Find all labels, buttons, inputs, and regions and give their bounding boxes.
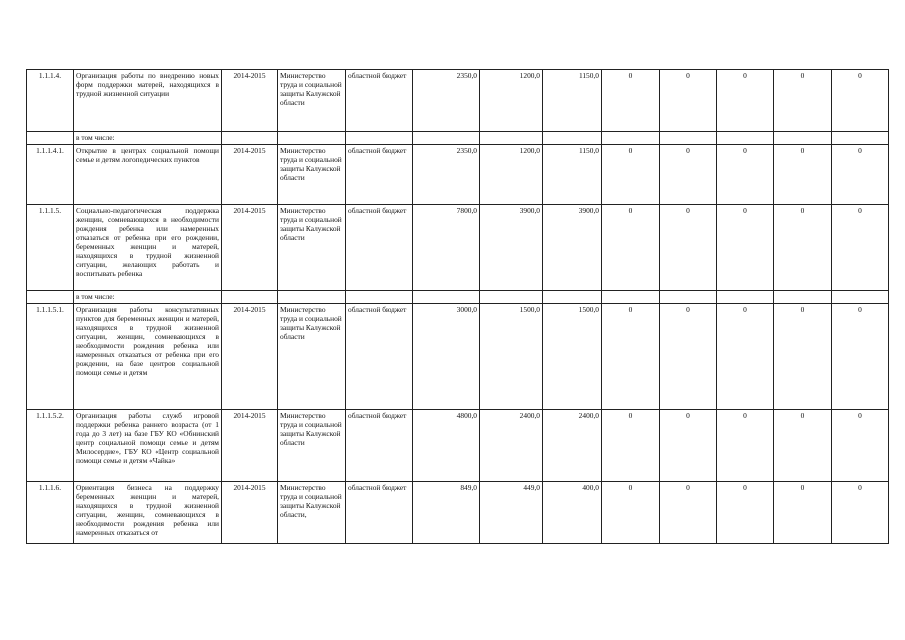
executor: Министерство труда и социальной защиты Калужской области, (278, 482, 346, 544)
total-amount: 4800,0 (413, 410, 480, 482)
amount-2016: 0 (602, 70, 660, 132)
empty-cell (346, 132, 413, 145)
amount-2015: 3900,0 (543, 205, 602, 291)
executor: Министерство труда и социальной защиты Калужской области (278, 70, 346, 132)
period: 2014-2015 (222, 304, 278, 410)
amount-2018: 0 (717, 145, 774, 205)
funding-source: областной бюджет (346, 304, 413, 410)
amount-2015: 400,0 (543, 482, 602, 544)
executor: Министерство труда и социальной защиты Калужской области (278, 145, 346, 205)
amount-2017: 0 (660, 410, 717, 482)
activity-description: Организация работы по внедрению новых форм поддержки матерей, находящихся в трудной жизненной ситуации (74, 70, 222, 132)
table-row (27, 304, 889, 410)
funding-source: областной бюджет (346, 70, 413, 132)
empty-cell (543, 291, 602, 304)
funding-source: областной бюджет (346, 482, 413, 544)
period: 2014-2015 (222, 70, 278, 132)
amount-2014: 2400,0 (480, 410, 543, 482)
period: 2014-2015 (222, 482, 278, 544)
amount-2017: 0 (660, 145, 717, 205)
executor: Министерство труда и социальной защиты Калужской области (278, 304, 346, 410)
total-amount: 849,0 (413, 482, 480, 544)
activity-description: Организация работы консультативных пунктов для беременных женщин и матерей, находящихся в трудной жизненной ситуации, женщин, сомневающихся в необходимости рождения ребенка или намеренных отказаться от ребенка при его рождении, на базе центров социальной помощи семье и детям (74, 304, 222, 410)
total-amount: 2350,0 (413, 70, 480, 132)
amount-2016: 0 (602, 304, 660, 410)
amount-2019: 0 (774, 410, 832, 482)
amount-2015: 1150,0 (543, 70, 602, 132)
amount-2019: 0 (774, 482, 832, 544)
empty-cell (543, 132, 602, 145)
table-body (27, 70, 889, 544)
amount-2020: 0 (832, 205, 889, 291)
amount-2018: 0 (717, 70, 774, 132)
empty-cell (413, 132, 480, 145)
amount-2020: 0 (832, 70, 889, 132)
funding-source: областной бюджет (346, 145, 413, 205)
item-number: 1.1.1.6. (27, 482, 74, 544)
period: 2014-2015 (222, 205, 278, 291)
period: 2014-2015 (222, 145, 278, 205)
amount-2019: 0 (774, 304, 832, 410)
empty-cell (660, 291, 717, 304)
empty-cell (278, 291, 346, 304)
amount-2016: 0 (602, 410, 660, 482)
item-number: 1.1.1.4. (27, 70, 74, 132)
item-number: 1.1.1.5.2. (27, 410, 74, 482)
amount-2020: 0 (832, 145, 889, 205)
amount-2016: 0 (602, 205, 660, 291)
empty-cell (717, 291, 774, 304)
table-row-subheading (27, 291, 889, 304)
activity-description: Социально-педагогическая поддержка женщин, сомневающихся в необходимости рождения ребенка или намеренных отказаться от ребенка при его рождении, беременных женщин и матерей, находящихся в трудной жизненной ситуации, желающих работать и воспитывать ребенка (74, 205, 222, 291)
program-activities-table (26, 69, 889, 544)
table-row (27, 145, 889, 205)
period: 2014-2015 (222, 410, 278, 482)
empty-cell (222, 132, 278, 145)
subheading-text: в том числе: (74, 132, 222, 145)
empty-cell (480, 132, 543, 145)
amount-2015: 2400,0 (543, 410, 602, 482)
amount-2014: 449,0 (480, 482, 543, 544)
funding-source: областной бюджет (346, 410, 413, 482)
item-number: 1.1.1.5.1. (27, 304, 74, 410)
amount-2018: 0 (717, 205, 774, 291)
empty-cell (346, 291, 413, 304)
empty-cell (774, 132, 832, 145)
amount-2016: 0 (602, 145, 660, 205)
amount-2017: 0 (660, 70, 717, 132)
item-number: 1.1.1.4.1. (27, 145, 74, 205)
amount-2018: 0 (717, 410, 774, 482)
empty-cell (832, 132, 889, 145)
funding-source: областной бюджет (346, 205, 413, 291)
empty-cell (278, 132, 346, 145)
table-row (27, 482, 889, 544)
amount-2014: 1500,0 (480, 304, 543, 410)
amount-2020: 0 (832, 482, 889, 544)
empty-cell (413, 291, 480, 304)
empty-cell (27, 291, 74, 304)
empty-cell (774, 291, 832, 304)
amount-2017: 0 (660, 482, 717, 544)
amount-2014: 3900,0 (480, 205, 543, 291)
amount-2017: 0 (660, 205, 717, 291)
amount-2019: 0 (774, 70, 832, 132)
subheading-text: в том числе: (74, 291, 222, 304)
activity-description: Ориентация бизнеса на поддержку беременных женщин и матерей, находящихся в трудной жизненной ситуации, женщин, сомневающихся в необходимости рождения ребенка или намеренных отказаться от (74, 482, 222, 544)
amount-2014: 1200,0 (480, 145, 543, 205)
amount-2018: 0 (717, 482, 774, 544)
empty-cell (480, 291, 543, 304)
amount-2017: 0 (660, 304, 717, 410)
empty-cell (832, 291, 889, 304)
table-row-subheading (27, 132, 889, 145)
empty-cell (717, 132, 774, 145)
total-amount: 7800,0 (413, 205, 480, 291)
executor: Министерство труда и социальной защиты Калужской области (278, 205, 346, 291)
empty-cell (222, 291, 278, 304)
empty-cell (602, 132, 660, 145)
amount-2019: 0 (774, 145, 832, 205)
amount-2015: 1150,0 (543, 145, 602, 205)
empty-cell (27, 132, 74, 145)
table-row (27, 70, 889, 132)
item-number: 1.1.1.5. (27, 205, 74, 291)
activity-description: Организация работы служб игровой поддержки ребенка раннего возраста (от 1 года до 3 лет) на базе ГБУ КО «Обнинский центр социальной помощи семье и детям Милосердие», ГБУ КО «Центр социальной помощи семье и детям «Чайка» (74, 410, 222, 482)
empty-cell (602, 291, 660, 304)
activity-description: Открытие в центрах социальной помощи семье и детям логопедических пунктов (74, 145, 222, 205)
amount-2020: 0 (832, 410, 889, 482)
total-amount: 3000,0 (413, 304, 480, 410)
amount-2015: 1500,0 (543, 304, 602, 410)
amount-2020: 0 (832, 304, 889, 410)
amount-2014: 1200,0 (480, 70, 543, 132)
table-row (27, 410, 889, 482)
executor: Министерство труда и социальной защиты Калужской области (278, 410, 346, 482)
amount-2018: 0 (717, 304, 774, 410)
total-amount: 2350,0 (413, 145, 480, 205)
amount-2019: 0 (774, 205, 832, 291)
amount-2016: 0 (602, 482, 660, 544)
empty-cell (660, 132, 717, 145)
table-row (27, 205, 889, 291)
